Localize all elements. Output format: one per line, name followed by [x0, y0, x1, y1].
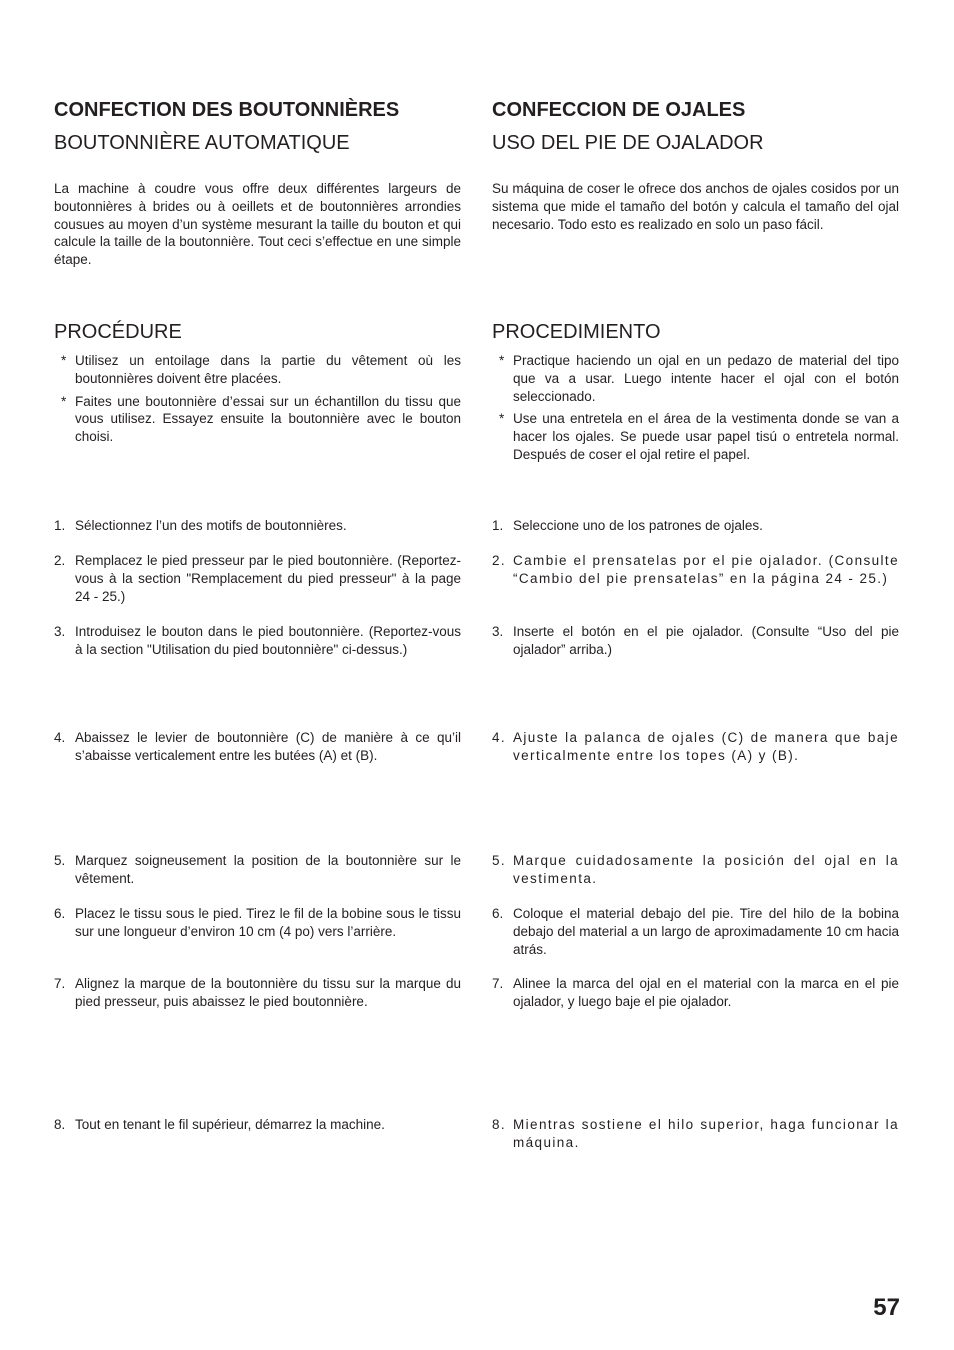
- step-text: Seleccione uno de los patrones de ojales.: [513, 518, 763, 533]
- fr-bullet-text: Faites une boutonnière d’essai sur un échantillon du tissu que vous utilisez. Essayez ensuite la boutonnière avec le bouton choisi.: [75, 393, 461, 445]
- fr-step-1: [54, 517, 461, 535]
- bullet-marker: *: [499, 411, 505, 427]
- step-number: 4.: [54, 730, 66, 745]
- step-text: Coloque el material debajo del pie. Tire del hilo de la bobina debajo del material a un largo de aproximadamente 10 cm hacia atrás.: [513, 906, 899, 957]
- fr-intro: [54, 180, 461, 269]
- fr-section-title: [54, 98, 461, 122]
- es-bullet-item: [492, 352, 899, 405]
- fr-step-4: [54, 729, 461, 765]
- fr-bullet-text: Utilisez un entoilage dans la partie du vêtement où les boutonnières doivent être placées.: [75, 353, 461, 386]
- es-bullet-text: Practique haciendo un ojal en un pedazo de material del tipo que va a usar. Luego intente hacer el ojal con el botón seleccionado.: [513, 353, 899, 404]
- es-bullet-item: [492, 410, 899, 463]
- fr-intro-text: La machine à coudre vous offre deux différentes largeurs de boutonnières à brides ou à oeillets et de boutonnières arrondies cousues au moyen d’un système mesurant la taille du bouton et qui calcule la taille de la boutonnière. Tout ceci s’effectue en une simple étape.: [54, 181, 461, 268]
- step-text: Placez le tissu sous le pied. Tirez le fil de la bobine sous le tissu sur une longueur d’environ 10 cm (4 po) vers l’arrière.: [75, 906, 461, 939]
- es-procedure-heading: [492, 320, 899, 344]
- step-text: Introduisez le bouton dans le pied boutonnière. (Reportez-vous à la section "Utilisation du pied boutonnière" ci-dessus.): [75, 624, 461, 657]
- fr-bullet-item: [54, 352, 461, 388]
- step-number: 7.: [492, 976, 504, 991]
- es-bullet-list: [492, 352, 899, 469]
- step-number: 6.: [54, 906, 66, 921]
- step-number: 8.: [492, 1117, 507, 1132]
- step-text: Alignez la marque de la boutonnière du tissu sur la marque du pied presseur, puis abaissez le pied boutonnière.: [75, 976, 461, 1009]
- bullet-marker: *: [499, 353, 505, 368]
- step-number: 7.: [54, 976, 66, 991]
- step-text: Cambie el prensatelas por el pie ojalador. (Consulte “Cambio del pie prensatelas” en la página 24 - 25.): [513, 553, 899, 586]
- bullet-marker: *: [61, 353, 67, 368]
- es-section-title: [492, 98, 899, 122]
- es-intro: [492, 180, 899, 233]
- fr-step-6: [54, 905, 461, 941]
- step-text: Sélectionnez l’un des motifs de boutonnières.: [75, 518, 347, 533]
- step-number: 5.: [492, 853, 507, 868]
- step-number: 5.: [54, 853, 66, 868]
- fr-section-subtitle: [54, 131, 461, 155]
- es-procedure-title: PROCEDIMIENTO: [492, 321, 661, 343]
- es-step-3: [492, 623, 899, 659]
- es-intro-text: Su máquina de coser le ofrece dos anchos de ojales cosidos por un sistema que mide el tamaño del botón y calcula el tamaño del ojal necesario. Todo esto es realizado en solo un paso fácil.: [492, 181, 899, 232]
- es-step-7: [492, 975, 899, 1011]
- step-text: Marquez soigneusement la position de la boutonnière sur le vêtement.: [75, 853, 461, 886]
- step-text: Alinee la marca del ojal en el material con la marca en el pie ojalador, y luego baje el pie ojalador.: [513, 976, 899, 1009]
- step-text: Inserte el botón en el pie ojalador. (Consulte “Uso del pie ojalador” arriba.): [513, 624, 899, 657]
- step-number: 3.: [54, 624, 66, 639]
- step-number: 2.: [492, 553, 507, 568]
- es-bullet-text: Use una entretela en el área de la vestimenta donde se van a hacer los ojales. Se puede usar papel tisú o entretela normal. Después de coser el ojal retire el papel.: [513, 411, 899, 462]
- es-step-5: [492, 852, 899, 888]
- fr-step-7: [54, 975, 461, 1011]
- step-text: Ajuste la palanca de ojales (C) de manera que baje verticalmente entre los topes (A) y (B).: [513, 730, 899, 763]
- es-step-4: [492, 729, 899, 765]
- fr-step-2: [54, 552, 461, 605]
- step-number: 2.: [54, 553, 66, 568]
- es-title: CONFECCION DE OJALES: [492, 99, 746, 121]
- fr-subtitle: BOUTONNIÈRE AUTOMATIQUE: [54, 132, 350, 154]
- step-number: 8.: [54, 1117, 66, 1132]
- step-text: Marque cuidadosamente la posición del ojal en la vestimenta.: [513, 853, 899, 886]
- fr-procedure-title: PROCÉDURE: [54, 321, 182, 343]
- step-number: 3.: [492, 624, 504, 639]
- es-step-2: [492, 552, 899, 588]
- es-step-6: [492, 905, 899, 958]
- fr-procedure-heading: [54, 320, 461, 344]
- step-text: Mientras sostiene el hilo superior, haga funcionar la máquina.: [513, 1117, 899, 1150]
- fr-title: CONFECTION DES BOUTONNIÈRES: [54, 99, 400, 121]
- step-number: 6.: [492, 906, 504, 921]
- es-step-1: [492, 517, 899, 535]
- step-number: 1.: [54, 518, 66, 533]
- bullet-marker: *: [61, 393, 67, 409]
- es-subtitle: USO DEL PIE DE OJALADOR: [492, 132, 764, 154]
- fr-step-3: [54, 623, 461, 659]
- es-section-subtitle: [492, 131, 899, 155]
- fr-bullet-list: [54, 352, 461, 451]
- step-number: 1.: [492, 518, 504, 533]
- fr-step-5: [54, 852, 461, 888]
- fr-bullet-item: [54, 393, 461, 446]
- fr-step-8: [54, 1116, 461, 1134]
- step-text: Remplacez le pied presseur par le pied boutonnière. (Reportez-vous à la section "Remplacement du pied presseur" à la page 24 - 25.): [75, 553, 461, 604]
- es-step-8: [492, 1116, 899, 1152]
- page-number: 57: [873, 1294, 900, 1321]
- step-text: Abaissez le levier de boutonnière (C) de manière à ce qu’il s’abaisse verticalement entre les butées (A) et (B).: [75, 730, 461, 763]
- step-number: 4.: [492, 730, 507, 745]
- step-text: Tout en tenant le fil supérieur, démarrez la machine.: [75, 1117, 385, 1132]
